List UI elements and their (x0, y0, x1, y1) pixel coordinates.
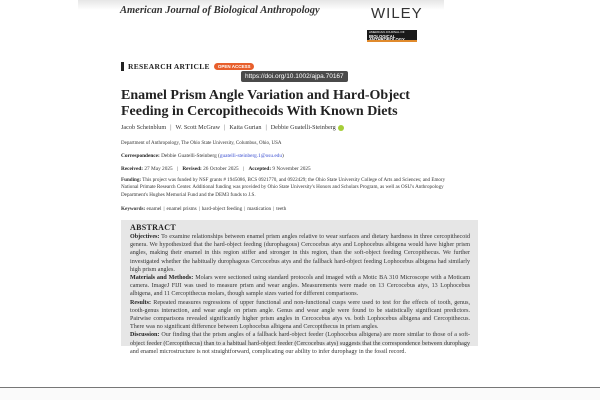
correspondence-email-link[interactable]: guatelli-steinberg.1@osu.edu (219, 153, 282, 159)
keyword-separator: | (163, 206, 165, 212)
author-name[interactable]: Kaita Gurian (229, 124, 262, 131)
author-name[interactable]: Jacob Scheinblum (121, 124, 167, 131)
author-separator: | (265, 124, 267, 131)
open-access-badge: OPEN ACCESS (214, 63, 255, 70)
abstract-methods-label: Materials and Methods: (130, 275, 194, 282)
keyword[interactable]: mastication (247, 206, 272, 212)
correspondence-label: Correspondence: (121, 153, 160, 159)
viewer-bottom-bar (0, 388, 600, 400)
abstract-box (121, 220, 478, 355)
author-name[interactable]: Debbie Guatelli-Steinberg (270, 124, 336, 131)
doi-tooltip: https://doi.org/10.1002/ajpa.70167 (241, 71, 348, 82)
article-title: Enamel Prism Angle Variation and Hard-Object Feeding in Cercopithecoids With Known Diets (121, 88, 410, 119)
article-type-label: RESEARCH ARTICLE (128, 62, 210, 71)
abstract-objectives-label: Objectives: (130, 234, 160, 240)
keyword[interactable]: enamel prisms (166, 206, 197, 212)
abstract-discussion-label: Discussion: (130, 332, 160, 339)
publisher-logo[interactable]: WILEY (371, 5, 423, 22)
keyword-separator: | (244, 206, 246, 212)
author-list (121, 124, 344, 131)
keyword[interactable]: teeth (276, 206, 287, 212)
abstract-methods-text: Molars were sectioned using standard protocols and imaged with a Motic BA 310 Microscope with a Moticam camera. ImageJ FIJI was used to measure prism and wear angles. Measurements were made on 13 Cercocebus atys, 13 Lophocebus albigena, and 11 Cercopithecus molars, though sample sizes varied for different comparisons. (130, 275, 471, 298)
author-name[interactable]: W. Scott McGraw (175, 124, 221, 131)
correspondence: Correspondence: Debbie Guatelli-Steinberg (guatelli-steinberg.1@osu.edu) (121, 153, 284, 159)
journal-logo-line1: AMERICAN JOURNAL OF (369, 30, 405, 34)
abstract-results-label: Results: (130, 299, 151, 306)
abstract-heading: ABSTRACT (130, 223, 176, 232)
journal-logo-line2: BIOLOGICAL ANTHROPOLOGY (369, 33, 405, 42)
keyword-separator: | (198, 206, 200, 212)
keywords (121, 206, 286, 212)
author-separator: | (224, 124, 226, 131)
funding-statement (121, 177, 461, 199)
keywords-label: Keywords: (121, 206, 146, 212)
funding-label: Funding: (121, 177, 142, 183)
abstract-objectives-text: To examine relationships between enamel prism angles relative to wear surfaces and dietary hardness in three cercopithecoid genera. We hypothesized that the hard-object feeding (durophagous) Cercocebus atys and Lophocebus albigena would have higher prism angles, making their enamel in this region stiffer and stronger in this region, than the soft-object feeding Cercopithecus. We further investigated whether the habitually durophagous Cercocebus atys and the fallback hard-object feeding Lophocebus albigena had similarly high prism angles. (130, 234, 470, 273)
journal-cover-logo[interactable] (367, 30, 417, 42)
article-type-marker (121, 62, 124, 71)
correspondence-name: Debbie Guatelli-Steinberg (161, 153, 217, 159)
keyword-separator: | (273, 206, 275, 212)
affiliation: Department of Anthropology, The Ohio State University, Columbus, Ohio, USA (121, 141, 282, 146)
journal-name[interactable]: American Journal of Biological Anthropology (120, 5, 320, 16)
funding-text: This project was funded by NSF grants # 1945086, BCS 0921770, and 0922429; the Ohio State University College of Arts and Sciences; and Emory National Primate Research Center. Additional funding was provided by Ohio State University's Honors and Scholars Program, as well as OSU's Anthropology Department's Hughes Memorial Fund and the DEM3 funds to J.S. (121, 177, 446, 198)
date-separator: | (243, 166, 245, 172)
abstract-discussion-text: Our finding that the prism angles of a fallback hard-object feeder (Lophocebus albigena) are more similar to those of a soft-object feeder (Cercopithecus) than to a habitual hard-object feeder (Cercocebus atys) suggests that the correspondence between durophagy and enamel microstructure is not straightforward, complicating our ability to infer durophagy in the fossil record. (130, 332, 470, 355)
orcid-icon[interactable] (338, 125, 344, 131)
revised-date: 26 October 2025 (203, 166, 239, 172)
accepted-label: Accepted: (248, 166, 272, 172)
article-type-row (121, 62, 254, 71)
revised-label: Revised: (182, 166, 202, 172)
keyword[interactable]: enamel (146, 206, 162, 212)
publication-dates (121, 166, 311, 172)
received-date: 27 May 2025 (144, 166, 173, 172)
received-label: Received: (121, 166, 144, 172)
abstract-results-text: Repeated measures regressions of upper functional and non-functional cusps were used to test for the effects of tooth, genus, tooth-genus interaction, and wear angle on prism angle. Genus and wear angle were found to be statistically significant predictors. Pairwise comparisons revealed significantly higher prism angles in Cercocebus atys vs. both Lophocebus albigena and Cercopithecus. There was no significant difference between Lophocebus albigena and Cercopithecus in prism angles. (130, 299, 470, 331)
accepted-date: 9 November 2025 (272, 166, 311, 172)
abstract-body (130, 233, 470, 356)
keyword[interactable]: hard-object feeding (201, 206, 243, 212)
author-separator: | (170, 124, 172, 131)
date-separator: | (176, 166, 179, 172)
